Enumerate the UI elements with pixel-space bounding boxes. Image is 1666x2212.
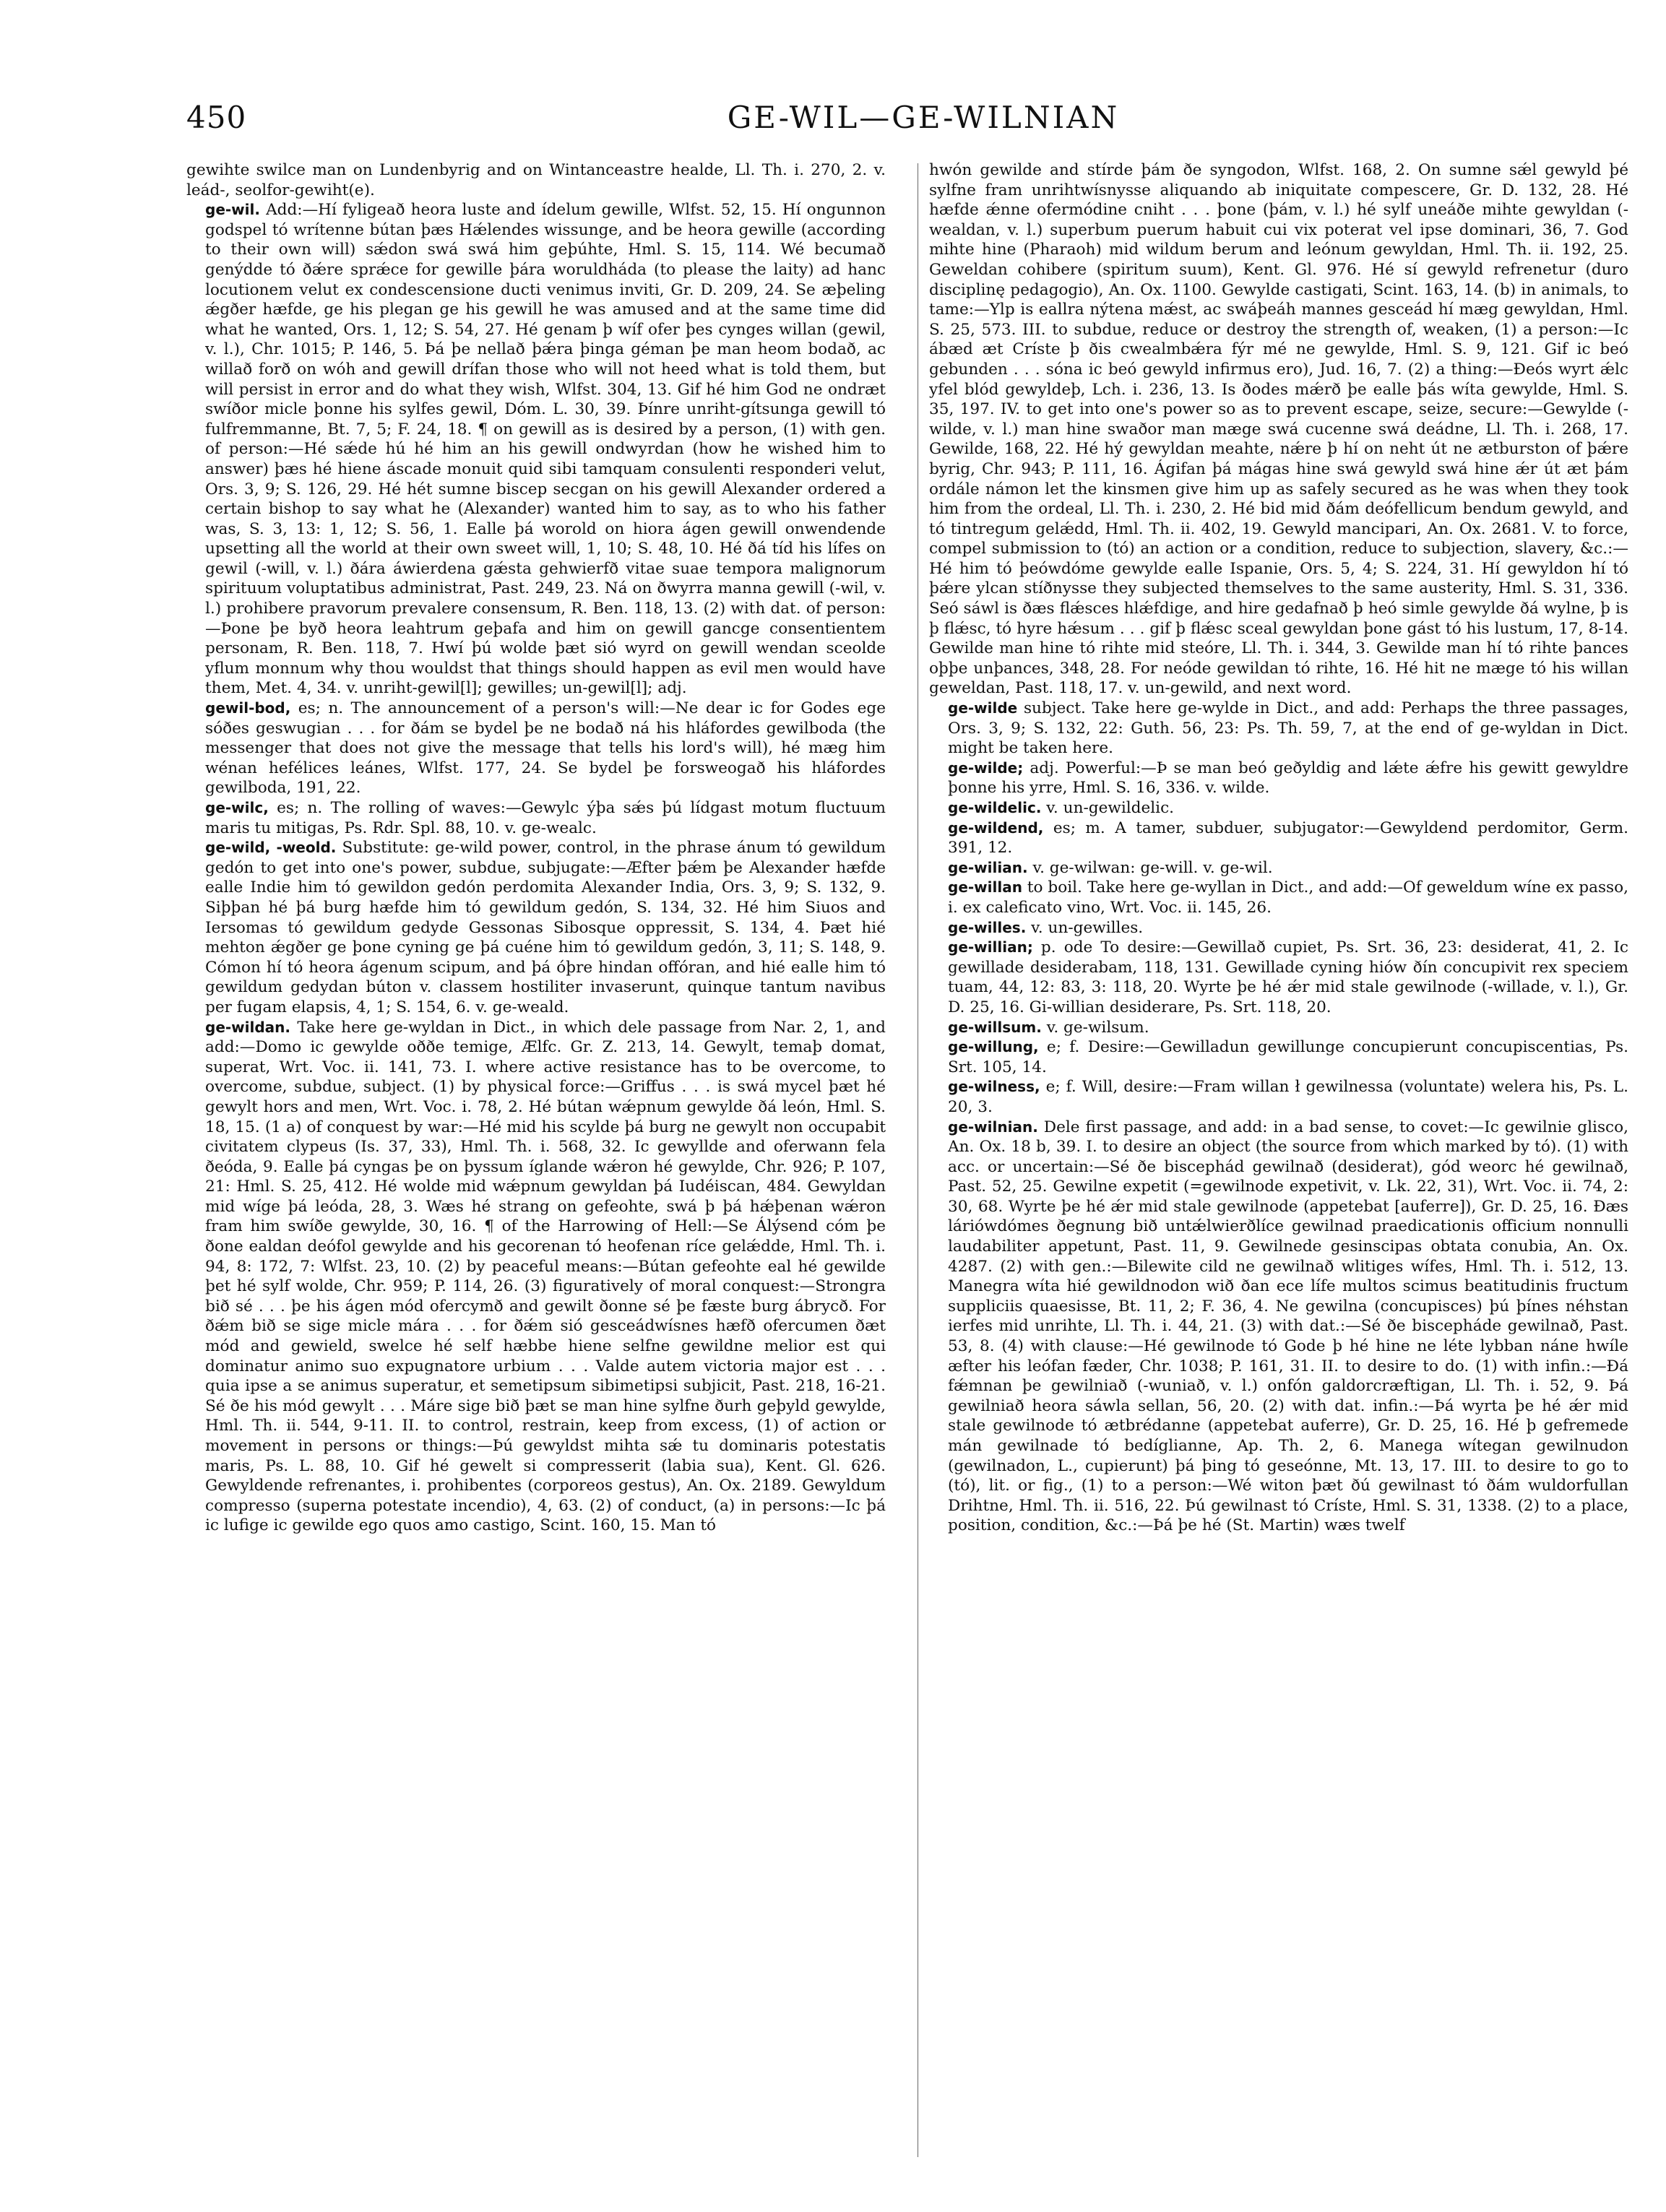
entry-headword: ge-wilian.: [948, 858, 1028, 876]
dictionary-entry: [929, 858, 1628, 878]
entry-text: e; f. Will, desire:—Fram willan ł gewilnessa (voluntate) welera his, Ps. L. 20, 3.: [948, 1078, 1628, 1116]
entry-headword: ge-wilde: [948, 699, 1018, 717]
entry-text: gewihte swilce man on Lundenbyrig and on Wintanceastre healde, Ll. Th. i. 270, 2. v. leád-, seolfor-gewiht(e).: [186, 161, 886, 199]
dictionary-entry: [929, 1037, 1628, 1077]
dictionary-entry: [929, 1077, 1628, 1117]
entry-headword: ge-wilness,: [948, 1078, 1040, 1096]
entry-headword: ge-wil.: [205, 201, 260, 219]
entry-headword: ge-wildelic.: [948, 799, 1042, 816]
right-column: [929, 160, 1628, 2176]
dictionary-entry: [929, 878, 1628, 917]
left-column: [186, 160, 886, 2176]
entry-headword: ge-wildan.: [205, 1018, 291, 1036]
entry-headword: ge-willung,: [948, 1038, 1039, 1056]
entry-text: es; m. A tamer, subduer, subjugator:—Gewyldend perdomitor, Germ. 391, 12.: [948, 818, 1628, 857]
entry-text: v. ge-wilwan: ge-will. v. ge-wil.: [1032, 858, 1273, 877]
entry-text: Substitute: ge-wild power, control, in the phrase ánum tó gewildum gedón to get into one's power, subdue, subjugate:—Æfter þǽm þe Alexander hæfde ealle Indie him tó gewildon gedón perdomita Alexander India, Ors. 3, 9; S. 132, 9. Siþþan hé þá burg hæfde him tó gewildum gedón, S. 134, 32. Hé him Siuos and Iersomas tó gewildum gedyde Gessonas Sibosque oppressit, S. 134, 4. Þæt hié mehton ǽgðer ge þone cyning ge þá cuéne him tó gewildum gedón, 3, 11; S. 148, 9. Cómon hí tó heora ágenum scipum, and þá óþre hindan offóran, and hié ealle him tó gewildum gedydan búton v. classem hostiliter invaserunt, quinque tantum navibus per fugam elapsis, 4, 1; S. 154, 6. v. ge-weald.: [205, 839, 886, 1016]
entry-headword: ge-willsum.: [948, 1018, 1042, 1036]
entry-headword: ge-wilde;: [948, 759, 1024, 777]
entry-text: hwón gewilde and stírde þám ðe syngodon, Wlfst. 168, 2. On sumne sǽl gewyld þé sylfne fram unrihtwísnysse aliquando ab iniquitate compescere, Gr. D. 132, 28. Hé hæfde ǽnne ofermódine cniht . . . þone (þám, v. l.) hé sylf uneáðe mihte gewyldan (-wealdan, v. l.) superbum puerum habuit cui vix poterat vel ipse dominari, 36, 7. God mihte hine (Pharaoh) mid wildum berum and leónum gewyldan, Hml. Th. ii. 192, 25. Geweldan cohibere (spiritum suum), Kent. Gl. 976. Hé sí gewyld refrenetur (duro disciplinę pedagogio), An. Ox. 1100. Gewylde castigati, Scint. 163, 14. (b) in animals, to tame:—Ylp is eallra nýtena mǽst, ac swáþeáh mannes gesceád hí mæg gewyldan, Hml. S. 25, 573. III. to subdue, reduce or destroy the strength of, weaken, (1) a person:—Ic ábæd æt Críste þ ðis cwealmbǽra fýr mé ne gewylde, Hml. S. 9, 121. Gif ic beó gebunden . . . sóna ic beó gewyld infirmus ero), Jud. 16, 7. (2) a thing:—Ðeós wyrt ǽlc yfel blód gewyldeþ, Lch. i. 236, 13. Is ðodes mǽrð þe ealle þás wíta gewylde, Hml. S. 35, 197. IV. to get into one's power so as to prevent escape, seize, secure:—Gewylde (-wilde, v. l.) man hine swaðor man mæge swá cucenne swá deádne, Ll. Th. i. 268, 17. Gewilde, 168, 22. Hé hý gewyldan meahte, nǽre þ hí on neht út ne ætburston of þǽre byrig, Chr. 943; P. 111, 16. Ágifan þá mágas hine swá gewyld swá hine ǽr út æt þám ordále námon let the kinsmen give him up as safely secured as he was when they took him from the ordeal, Ll. Th. i. 230, 2. Hé bid mid ðám deófellicum bendum gewyld, and tó tintregum gelǽdd, Hml. Th. ii. 402, 19. Gewyld mancipari, An. Ox. 2681. V. to force, compel submission to (tó) an action or a condition, reduce to subjection, slavery, &c.:—Hé him tó þeówdóme gewylde ealle Ispanie, Ors. 5, 4; S. 224, 31. Hí gewyldon hí tó þǽre ylcan stíðnysse they subjected themselves to the same austerity, Hml. S. 31, 336. Seó sáwl is ðæs flǽsces hlǽfdige, and hire gedafnað þ heó simle gewylde ðá wylne, þ is þ flǽsc, tó hyre hǽsum . . . gif þ flǽsc sceal gewyldan þone gást tó his lustum, 17, 8-14. Gewilde man hine tó rihte mid steóre, Ll. Th. i. 344, 3. Gewilde man hí tó rihte þances oþþe unþances, 348, 28. For neóde gewildan tó rihte, 16. Hé hit ne mæge tó his willan geweldan, Past. 118, 17. v. un-gewild, and next word.: [929, 161, 1628, 698]
dictionary-entry: [929, 938, 1628, 1017]
dictionary-entry: [929, 918, 1628, 938]
entry-text: to boil. Take here ge-wyllan in Dict., and add:—Of geweldum wíne ex passo, i. ex caleficato vino, Wrt. Voc. ii. 145, 26.: [948, 878, 1628, 917]
running-title: GE-WIL—GE-WILNIAN: [727, 100, 1120, 135]
entry-text: Take here ge-wyldan in Dict., in which dele passage from Nar. 2, 1, and add:—Domo ic gewylde oððe temige, Ælfc. Gr. Z. 213, 14. Gewylt, temaþ domat, superat, Wrt. Voc. ii. 141, 73. I. where active resistance has to be overcome, to overcome, subdue, subject. (1) by physical force:—Griffus . . . is swá mycel þæt hé gewylt hors and men, Wrt. Voc. i. 78, 2. Hé bútan wǽpnum gewylde ðá león, Hml. S. 18, 15. (1 a) of conquest by war:—Hé mid his scylde þá burg ne gewylt non occupabit civitatem clypeus (Is. 37, 33), Hml. Th. i. 568, 32. Ic gewyllde and oferwann fela ðeóda, 9. Ealle þá cyngas þe on þyssum íglande wǽron hé gewylde, Chr. 926; P. 107, 21: Hml. S. 25, 412. Hé wolde mid wǽpnum gewyldan þá Iudéiscan, 484. Gewyldan mid wíge þá leóda, 28, 3. Wæs hé strang on gefeohte, swá þ þá hǽþenan wǽron fram him swíðe gewylde, 30, 16. ¶ of the Harrowing of Hell:—Se Álýsend cóm þe ðone ealdan deófol gewylde and his gecorenan tó heofenan ríce gelǽdde, Hml. Th. i. 94, 8: 172, 7: Wlfst. 23, 10. (2) by peaceful means:—Bútan gefeohte eal hé gewilde þet hé sylf wolde, Chr. 959; P. 114, 26. (3) figuratively of moral conquest:—Strongra bið sé . . . þe his ágen mód ofercymð and gewilt ðonne sé þe fæste burg ábrycð. For ðǽm bið se sige micle mára . . . for ðǽm sió gesceádwísnes hæfð ofercumen ðæt mód and gewield, swelce hé self hæbbe hiene selfne gewildne melior est qui dominatur animo suo expugnatore urbium . . . Valde autem victoria major est . . . quia ipse a se animus superatur, et semetipsum sibimetipsi subjicit, Past. 218, 16-21. Sé ðe his mód gewylt . . . Máre sige bið þæt se man hine sylfne ðurh geþyld gewylde, Hml. Th. ii. 544, 9-11. II. to control, restrain, keep from excess, (1) of action or movement in persons or things:—Þú gewyldst mihta sǽ tu dominaris potestatis maris, Ps. L. 88, 10. Gif hé gewelt si compresserit (labia sua), Kent. Gl. 626. Gewyldende refrenantes, i. prohibentes (corporeos gestus), An. Ox. 2189. Gewyldum compresso (superna potestate incendio), 4, 63. (2) of conduct, (a) in persons:—Ic þá ic lufige ic gewilde ego quos amo castigo, Scint. 160, 15. Man tó: [205, 1018, 886, 1535]
entry-headword: ge-wildend,: [948, 818, 1044, 837]
entry-headword: ge-willian;: [948, 938, 1033, 956]
entry-headword: ge-wilc,: [205, 799, 269, 816]
dictionary-entry: [929, 818, 1628, 858]
entry-text: e; f. Desire:—Gewilladun gewillunge concupierunt concupiscentias, Ps. Srt. 105, 14.: [948, 1038, 1628, 1076]
dictionary-entry: [186, 699, 886, 798]
dictionary-entry: [929, 699, 1628, 759]
entry-text: subject. Take here ge-wylde in Dict., and add: Perhaps the three passages, Ors. 3, 9; S. 132, 22: Guth. 56, 23: Ps. Th. 59, 7, at the end of ge-wyldan in Dict. might be taken here.: [948, 699, 1628, 758]
entry-text: v. un-gewildelic.: [1046, 799, 1175, 817]
entry-text: Dele first passage, and add: in a bad sense, to covet:—Ic gewilnie glisco, An. Ox. 18 b, 39. I. to desire an object (the source from which marked by tó). (1) with acc. or uncertain:—Sé ðe biscephád gewilnað (desiderat), gód weorc hé gewilnað, Past. 52, 25. Gewilne expetit (=gewilnode expetivit, v. Lk. 22, 31), Wrt. Voc. ii. 74, 2: 30, 68. Wyrte þe hé ǽr mid stale gewilnode (appetebat [auferre]), Gr. D. 25, 16. Ðæs láriówdómes ðegnung bið untǽlwierðlíce gewilnad praedicationis officium nonnulli laudabiliter appetunt, Past. 11, 9. Gewilnede gesinscipas obtata conubia, An. Ox. 4287. (2) with gen.:—Bilewite cild ne gewilnað wlitiges wífes, Hml. Th. i. 512, 13. Manegra wíta hié gewildnodon wið ðan ece lífe multos scimus beatitudinis fructum suppliciis quaesisse, Bt. 11, 2; F. 36, 4. Ne gewilna (concupisces) þú þínes néhstan ierfes mid unrihte, Ll. Th. i. 44, 21. (3) with dat.:—Sé ðe biscepháde gewilnað, Past. 53, 8. (4) with clause:—Hé gewilnode tó Gode þ hé hine ne léte lybban náne hwíle æfter his leófan fæder, Chr. 1038; P. 161, 31. II. to desire to do. (1) with infin.:—Ðá fǽmnan þe gewilniað (-wuniað, v. l.) onfón galdorcræftigan, Ll. Th. i. 52, 9. Þá gewilniað heora sáwla sellan, 56, 20. (2) with dat. infin.:—Þá wyrta þe hé ǽr mid stale gewilnode tó ætbrédanne (appetebat auferre), Gr. D. 25, 16. Hé þ gefremede mán gewilnade tó bedíglianne, Ap. Th. 2, 6. Manega wítegan gewilnudon (gewilnadon, L., cupierunt) þá þing tó geseónne, Mt. 13, 17. III. to desire to go to (tó), lit. or fig., (1) to a person:—Wé witon þæt ðú gewilnast tó ðám wuldorfullan Drihtne, Hml. Th. ii. 516, 22. Þú gewilnast tó Críste, Hml. S. 31, 1338. (2) to a place, position, condition, &c.:—Þá þe hé (St. Martin) wæs twelf: [948, 1118, 1628, 1535]
entry-headword: ge-willan: [948, 878, 1022, 897]
dictionary-entry: [186, 1018, 886, 1536]
dictionary-entry: [186, 200, 886, 699]
entry-headword: gewil-bod,: [205, 699, 291, 717]
entry-headword: ge-willes.: [948, 918, 1027, 936]
dictionary-entry: [929, 1118, 1628, 1536]
entry-text: v. un-gewilles.: [1031, 918, 1144, 937]
dictionary-entry: [929, 798, 1628, 818]
entry-text: adj. Powerful:—Þ se man beó geðyldig and lǽte ǽfre his gewitt gewyldre þonne his yrre, Hml. S. 16, 336. v. wilde.: [948, 759, 1628, 798]
entry-text: es; n. The rolling of waves:—Gewylc ýþa sǽs þú lídgast motum fluctuum maris tu mitigas, Ps. Rdr. Spl. 88, 10. v. ge-wealc.: [205, 799, 886, 837]
entry-text: Add:—Hí fyligeað heora luste and ídelum gewille, Wlfst. 52, 15. Hí ongunnon godspel tó wrítenne bútan þæs Hǽlendes wissunge, and be heora gewille (according to their own will) sǽdon swá swá him geþúhte, Hml. S. 15, 114. Wé becumað genýdde tó ðǽre sprǽce for gewille þára woruldháda (to please the laity) ad hanc locutionem velut ex condescensione ducti venimus inviti, Gr. D. 209, 24. Se æþeling ǽgðer hæfde, ge his plegan ge his gewill he was amused and at the same time did what he wanted, Ors. 1, 12; S. 54, 27. Hé genam þ wíf ofer þes cynges willan (gewil, v. l.), Chr. 1015; P. 146, 5. Þá þe nellað þǽra þinga géman þe man heom bodað, ac willað forð on wóh and gewill drífan those who will not heed what is told them, but will persist in error and do what they wish, Wlfst. 304, 13. Gif hé him God ne ondræt swíðor micle þonne his sylfes gewil, Dóm. L. 30, 39. Þínre unriht-gítsunga gewill tó fulfremmanne, Bt. 7, 5; F. 24, 18. ¶ on gewill as is desired by a person, (1) with gen. of person:—Hé sǽde hú hé him an his gewill ondwyrdan (how he wished him to answer) þæs hé hiene áscade monuit quid sibi tamquam consulenti responderi velut, Ors. 3, 9; S. 126, 29. Hé hét sumne biscep secgan on his gewill Alexander ordered a certain bishop to say what he (Alexander) wanted him to say, as to who his father was, S. 3, 13: 1, 12; S. 56, 1. Ealle þá worold on hiora ágen gewill onwendende upsetting all the world at their own sweet will, 1, 10; S. 48, 10. Hé ðá tíd his lífes on gewil (-will, v. l.) ðára áwierdena gǽsta gehwierfð vitae suae tempora malignorum spirituum voluptatibus administrat, Past. 249, 23. Ná on ðwyrra manna gewill (-wil, v. l.) prohibere pravorum prevalere consensum, R. Ben. 118, 13. (2) with dat. of person:—Þone þe byð heora leahtrum geþafa and him on gewill gancge consentientem personam, R. Ben. 118, 7. Hwí þú wolde þæt sió wyrd on gewill wendan sceolde yflum monnum why thou wouldst that things should happen as evil men would have them, Met. 4, 34. v. unriht-gewil[l]; gewilles; un-gewil[l]; adj.: [205, 201, 886, 698]
entry-text: v. ge-wilsum.: [1046, 1018, 1149, 1037]
dictionary-entry: [929, 160, 1628, 699]
page-header: [186, 100, 1660, 150]
dictionary-entry: [929, 759, 1628, 798]
entry-headword: ge-wilnian.: [948, 1118, 1038, 1136]
dictionary-entry: [929, 1018, 1628, 1038]
page-number: 450: [186, 100, 247, 135]
entry-text: es; n. The announcement of a person's will:—Ne dear ic for Godes ege sóðes geswugian . . . for ðám se bydel þe ne bodað ná his hláfordes gewilboda (the messenger that does not give the message that tells his lord's will), hé mæg him wénan hefélices leánes, Wlfst. 177, 24. Se bydel þe forsweogað his hláfordes gewilboda, 191, 22.: [205, 699, 886, 798]
entry-text: p. ode To desire:—Gewillað cupiet, Ps. Srt. 36, 23: desiderat, 41, 2. Ic gewillade desiderabam, 118, 131. Gewillade cyning hiów ðín concupivit rex speciem tuam, 44, 12: 83, 3: 118, 20. Wyrte þe hé ǽr mid stale gewilnode (-willade, v. l.), Gr. D. 25, 16. Gi-willian desiderare, Ps. Srt. 118, 20.: [948, 938, 1628, 1016]
dictionary-entry: [186, 798, 886, 838]
dictionary-entry: [186, 838, 886, 1017]
entry-headword: ge-wild, -weold.: [205, 839, 337, 857]
dictionary-entry: [186, 160, 886, 200]
